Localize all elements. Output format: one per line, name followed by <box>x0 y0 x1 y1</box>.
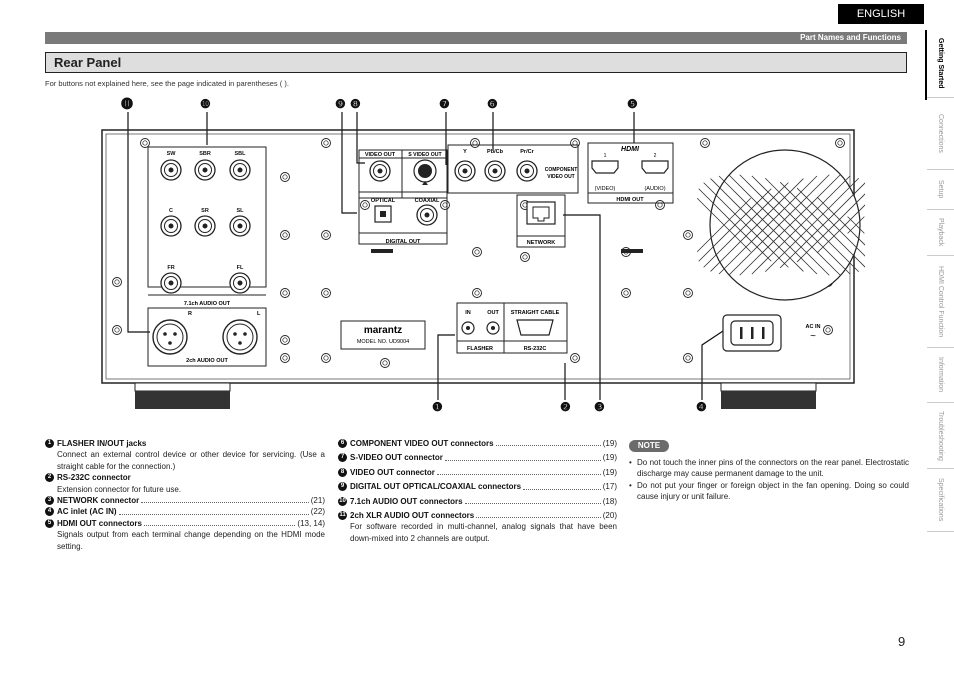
label-fl: FL <box>236 265 244 271</box>
label-fr: FR <box>167 265 175 271</box>
jack-sr <box>195 216 215 236</box>
desc-item-8: 8 VIDEO OUT connector (19) <box>338 467 617 478</box>
language-tab[interactable]: ENGLISH <box>838 4 924 24</box>
desc-item-4: 4 AC inlet (AC IN) (22) <box>45 506 325 517</box>
jack-pb <box>485 161 505 181</box>
page-number: 9 <box>898 634 906 649</box>
rear-panel-diagram <box>95 95 865 425</box>
notes-list <box>629 457 909 503</box>
callout-7: ❼ <box>439 97 450 111</box>
jack-rs232c <box>517 320 553 335</box>
callout-5: ❺ <box>627 97 638 111</box>
tab-setup[interactable]: Setup <box>927 170 954 210</box>
label-r: R <box>188 311 192 317</box>
label-in: IN <box>465 310 471 316</box>
label-ac-symbol: ~ <box>810 331 816 342</box>
jack-fl <box>230 273 250 293</box>
label-digital-out: DIGITAL OUT <box>385 239 421 245</box>
jack-hdmi-1 <box>592 161 618 173</box>
jack-fr <box>161 273 181 293</box>
label-sr: SR <box>201 208 209 214</box>
callout-11: ⓫ <box>121 97 134 111</box>
desc-item-1: 1 FLASHER IN/OUT jacks <box>45 438 325 449</box>
note-item: • Do not put your finger or foreign object in the fan opening. Doing so could cause injury or unit failure. <box>629 480 909 503</box>
jack-sw <box>161 160 181 180</box>
desc-item-3: 3 NETWORK connector (21) <box>45 495 325 506</box>
callout-4: ❹ <box>696 400 707 414</box>
jack-video-out <box>370 161 390 181</box>
desc-item-7: 7 S-VIDEO OUT connector (19) <box>338 452 617 463</box>
xlr-l <box>223 320 257 354</box>
label-hdmi-audio: (AUDIO) <box>644 186 666 192</box>
callout-10: ❿ <box>200 97 211 111</box>
label-out: OUT <box>487 310 499 316</box>
label-sl: SL <box>236 208 244 214</box>
label-flasher: FLASHER <box>467 346 493 352</box>
label-prcr: Pr/Cr <box>520 149 534 155</box>
label-svideo-out: S VIDEO OUT <box>408 152 442 158</box>
jack-sbr <box>195 160 215 180</box>
label-network: NETWORK <box>526 240 556 246</box>
side-tab-nav <box>927 30 954 532</box>
label-sbr: SBR <box>199 151 211 157</box>
label-straight-cable: STRAIGHT CABLE <box>510 310 560 316</box>
descriptions-middle: 6 COMPONENT VIDEO OUT connectors (19) 7 S-VIDEO OUT connector (19) 8 VIDEO OUT connector (19) 9 DIGITAL OUT OPTICAL/COAXIAL connectors (17) 10 7.1ch AUDIO OUT connectors (18) 11 2ch XLR AUDIO OUT connectors (20) For software recorded in multi-channel, analog signals that have been down-mixed into 2 channels are output. <box>339 439 617 543</box>
label-hdmi-video: (VIDEO) <box>594 186 616 192</box>
model-number: MODEL NO. UD9004 <box>356 339 410 345</box>
callout-1: ❶ <box>432 400 443 414</box>
jack-sl <box>230 216 250 236</box>
label-component-video-out: VIDEO OUT <box>547 174 575 180</box>
tab-specifications[interactable]: Specifications <box>927 469 954 532</box>
section-header-bar: Part Names and Functions <box>45 32 907 44</box>
callout-9: ❾ <box>335 97 346 111</box>
note-badge: NOTE <box>629 440 669 452</box>
callout-8: ❽ <box>350 97 361 111</box>
label-component: COMPONENT <box>544 167 578 173</box>
desc-item-9: 9 DIGITAL OUT OPTICAL/COAXIAL connectors (17) <box>338 481 617 492</box>
callout-3: ❸ <box>594 400 605 414</box>
label-71-audio-out: 7.1ch AUDIO OUT <box>183 301 231 307</box>
note-item: • Do not touch the inner pins of the connectors on the rear panel. Electrostatic discharge may cause permanent damage to the unit. <box>629 457 909 480</box>
label-ac-in: AC IN <box>805 324 821 330</box>
label-sbl: SBL <box>234 151 246 157</box>
tab-playback[interactable]: Playback <box>927 210 954 256</box>
label-2ch-audio-out: 2ch AUDIO OUT <box>186 358 228 364</box>
desc-item-11: 11 2ch XLR AUDIO OUT connectors (20) <box>339 511 617 521</box>
desc-item-2: 2 RS-232C connector <box>45 472 325 483</box>
label-pbcb: Pb/Cb <box>487 149 503 155</box>
jack-c <box>161 216 181 236</box>
label-coaxial: COAXIAL <box>414 198 440 204</box>
label-hdmi: HDMI <box>621 146 639 153</box>
jack-y <box>455 161 475 181</box>
desc-item-5: 5 HDMI OUT connectors (13, 14) <box>45 518 325 529</box>
label-hdmi-2: 2 <box>653 153 657 159</box>
label-c: C <box>169 208 173 214</box>
label-video-out: VIDEO OUT <box>364 152 396 158</box>
desc-item-6: 6 COMPONENT VIDEO OUT connectors (19) <box>338 438 617 449</box>
intro-text: For buttons not explained here, see the page indicated in parentheses ( ). <box>45 79 289 88</box>
label-rs232c: RS-232C <box>523 346 547 352</box>
label-optical: OPTICAL <box>370 198 396 204</box>
brand-logo: marantz <box>363 325 403 336</box>
label-sw: SW <box>166 151 176 157</box>
desc-item-10: 10 7.1ch AUDIO OUT connectors (18) <box>339 496 617 506</box>
callout-6: ❻ <box>487 97 498 111</box>
fan-grille <box>710 150 860 300</box>
tab-information[interactable]: Information <box>927 348 954 403</box>
descriptions-left: 1 FLASHER IN/OUT jacks Connect an external control device or other device for servicing. (Use a straight cable for the connection.) 2 RS-232C connector Extension connector for future use. 3 NETWORK connector (21) 4 AC inlet (AC IN) (22) 5 HDMI OUT connectors (13, 14) Signals output from each terminal change depending on the HDMI mode setting. <box>45 438 325 552</box>
xlr-r <box>153 320 187 354</box>
label-hdmi-out: HDMI OUT <box>616 197 644 203</box>
page-title: Rear Panel <box>45 52 907 73</box>
tab-connections[interactable]: Connections <box>927 98 954 170</box>
tab-troubleshooting[interactable]: Troubleshooting <box>927 403 954 469</box>
callout-2: ❷ <box>560 400 571 414</box>
jack-coaxial <box>417 205 437 225</box>
label-hdmi-1: 1 <box>603 153 607 159</box>
label-y: Y <box>463 149 467 155</box>
jack-hdmi-2 <box>642 161 668 173</box>
label-l: L <box>257 311 261 317</box>
tab-hdmi-control[interactable]: HDMI Control Function <box>927 256 954 348</box>
jack-sbl <box>230 160 250 180</box>
jack-pr <box>517 161 537 181</box>
tab-getting-started[interactable]: Getting Started <box>927 30 954 98</box>
